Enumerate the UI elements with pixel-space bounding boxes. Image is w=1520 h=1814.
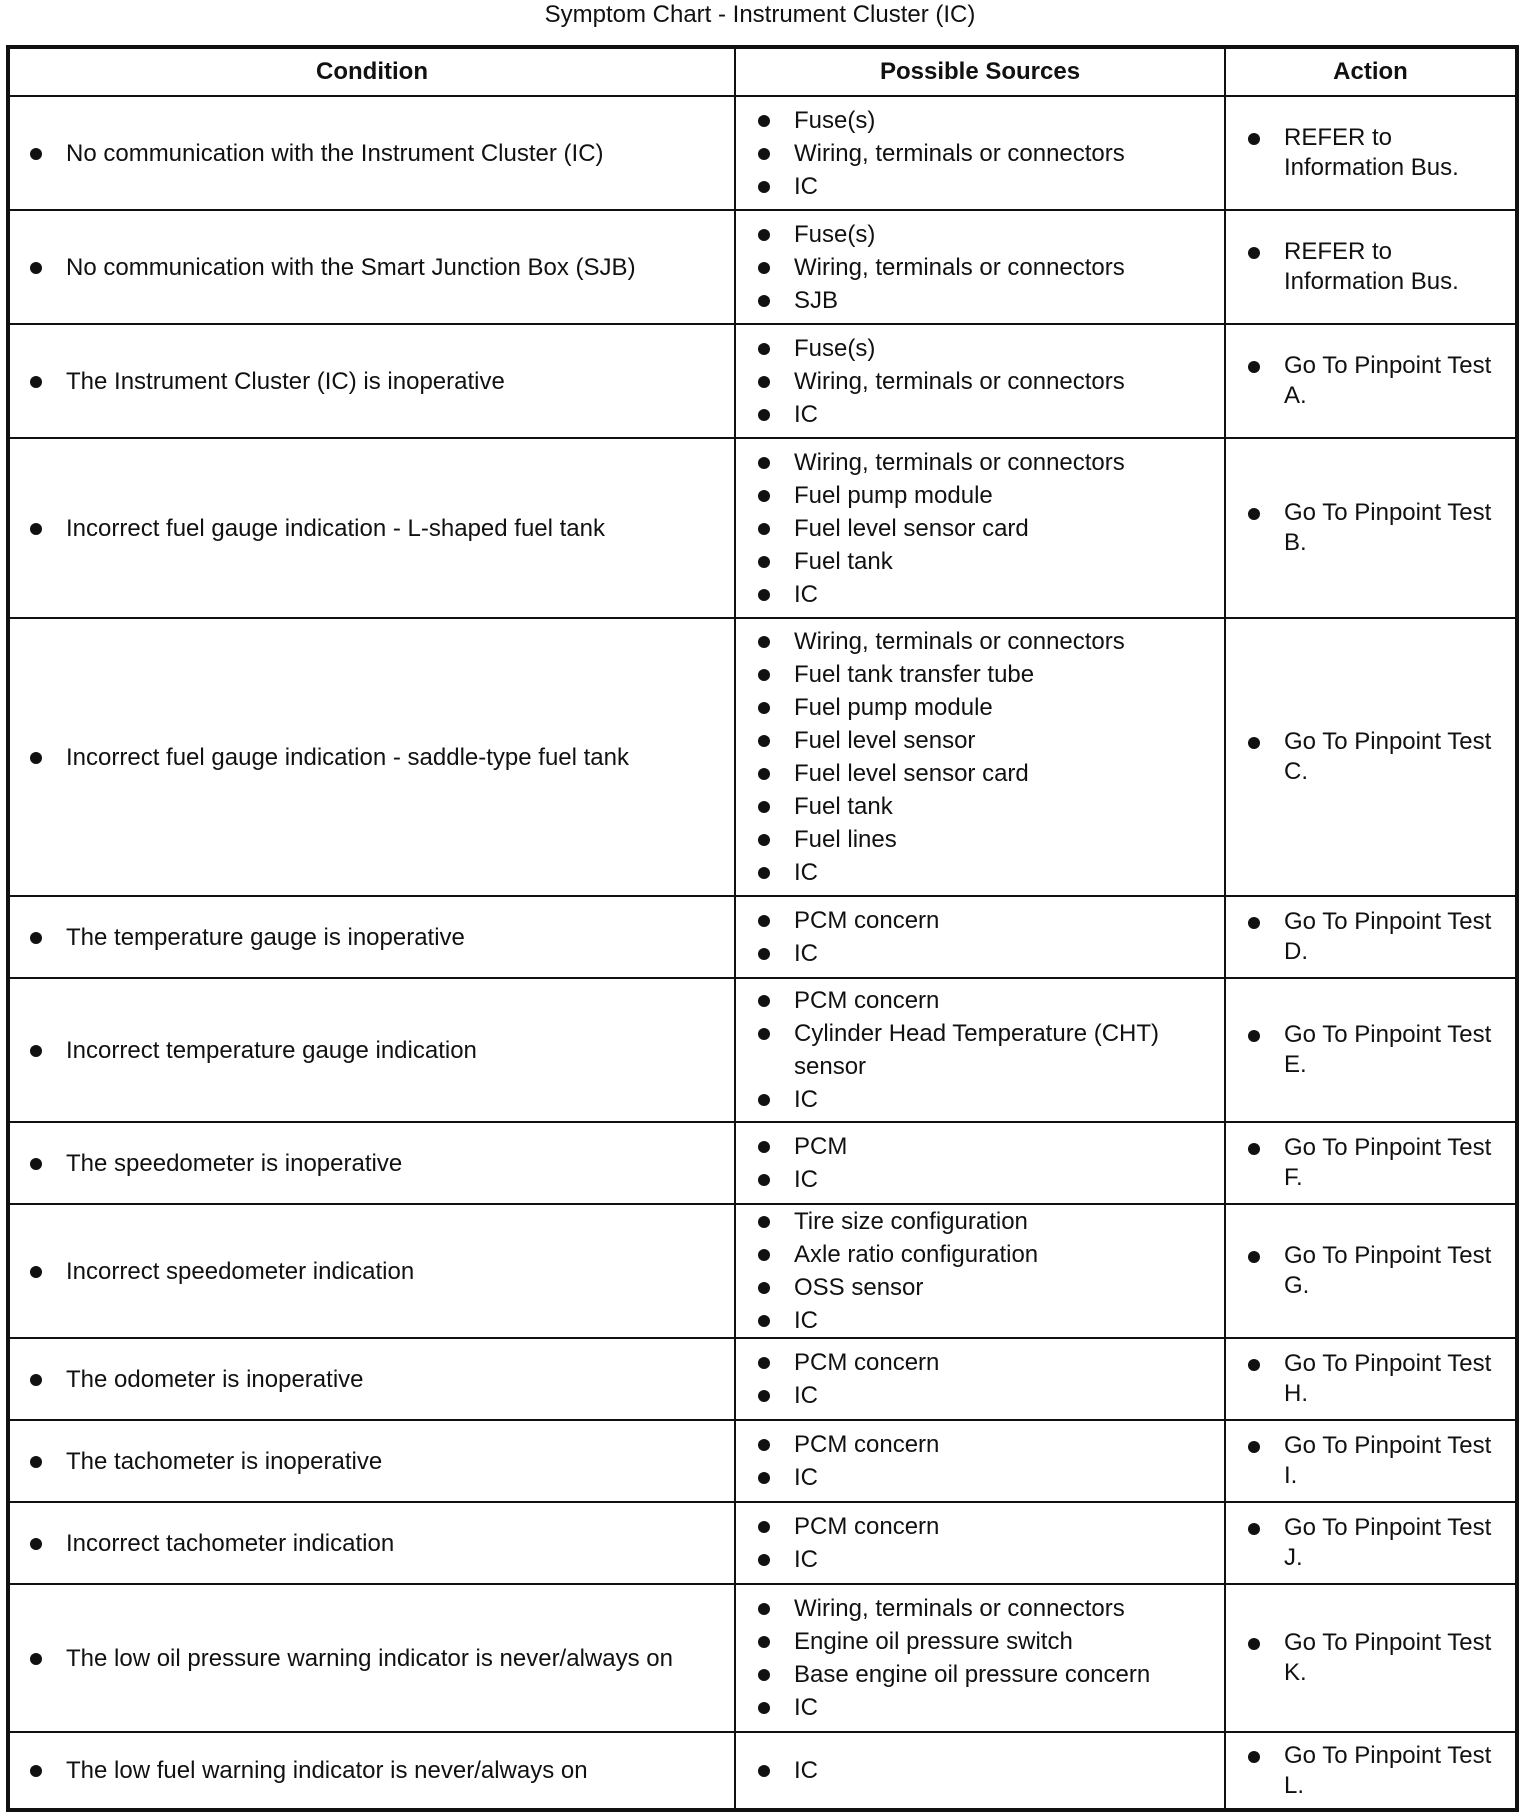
- list-item-text: Cylinder Head Temperature (CHT) sensor: [794, 1020, 1160, 1080]
- list-item-text: Fuel tank: [794, 793, 893, 820]
- list-item: [758, 1205, 1224, 1238]
- list-item-text: IC: [794, 1757, 818, 1784]
- list-item: [758, 1379, 1224, 1412]
- list-item-text: Wiring, terminals or connectors: [794, 448, 1125, 476]
- bullet-icon: [30, 1158, 42, 1170]
- bullet-icon: [1248, 1359, 1260, 1371]
- list-item: [758, 284, 1224, 317]
- list-item: [758, 1017, 1224, 1083]
- bullet-icon: [758, 1636, 770, 1648]
- list-item-text: Go To Pinpoint Test C.: [1284, 728, 1492, 785]
- bullet-icon: [758, 1174, 770, 1186]
- action-cell: [1225, 1732, 1517, 1810]
- bullet-icon: [758, 1702, 770, 1714]
- list-item: [758, 104, 1224, 137]
- possible-sources-cell: [735, 1420, 1225, 1502]
- table-row: [8, 618, 1517, 896]
- list-item: [30, 137, 734, 170]
- list-item-text: PCM concern: [794, 907, 940, 934]
- list-item: [1248, 907, 1511, 967]
- table-row: [8, 896, 1517, 978]
- action-cell: [1225, 1420, 1517, 1502]
- possible-sources-cell: [735, 1204, 1225, 1338]
- bullet-icon: [758, 409, 770, 421]
- list-item-text: Incorrect temperature gauge indication: [66, 1036, 477, 1064]
- list-item: [1248, 1513, 1511, 1573]
- list-item: [758, 218, 1224, 251]
- list-item: [1248, 123, 1511, 183]
- bullet-icon: [1248, 737, 1260, 749]
- bullet-icon: [758, 148, 770, 160]
- list-item-text: Wiring, terminals or connectors: [794, 1595, 1125, 1622]
- possible-sources-cell: [735, 210, 1225, 324]
- list-item-text: Go To Pinpoint Test F.: [1284, 1134, 1492, 1191]
- list-item: [30, 1642, 734, 1675]
- list-item: [758, 545, 1224, 578]
- possible-sources-cell: [735, 896, 1225, 978]
- list-item: [1248, 727, 1511, 787]
- bullet-icon: [30, 1653, 42, 1665]
- list-item-text: Go To Pinpoint Test B.: [1284, 499, 1492, 556]
- list-item: [1248, 1741, 1511, 1801]
- list-item-text: PCM: [794, 1133, 848, 1160]
- list-item-text: IC: [794, 400, 818, 428]
- action-cell: [1225, 324, 1517, 438]
- list-item: [758, 398, 1224, 431]
- condition-cell: [8, 96, 735, 210]
- list-item-text: Engine oil pressure switch: [794, 1628, 1073, 1655]
- list-item: [30, 1363, 734, 1396]
- list-item: [1248, 498, 1511, 558]
- bullet-icon: [758, 556, 770, 568]
- page-title: Symptom Chart - Instrument Cluster (IC): [544, 1, 976, 28]
- list-item-text: Wiring, terminals or connectors: [794, 367, 1125, 395]
- action-cell: [1225, 1122, 1517, 1204]
- list-item: [758, 625, 1224, 658]
- bullet-icon: [758, 867, 770, 879]
- table-row: [8, 324, 1517, 438]
- bullet-icon: [30, 1456, 42, 1468]
- list-item-text: Base engine oil pressure concern: [794, 1661, 1151, 1688]
- bullet-icon: [758, 1472, 770, 1484]
- bullet-icon: [30, 752, 42, 764]
- list-item-text: Go To Pinpoint Test J.: [1284, 1514, 1492, 1571]
- possible-sources-cell: [735, 324, 1225, 438]
- bullet-icon: [758, 343, 770, 355]
- list-item-text: Fuel level sensor card: [794, 514, 1029, 542]
- condition-cell: [8, 618, 735, 896]
- table-row: [8, 1122, 1517, 1204]
- list-item-text: The low fuel warning indicator is never/always on: [66, 1757, 588, 1784]
- condition-cell: [8, 978, 735, 1122]
- list-item: [30, 1147, 734, 1180]
- possible-sources-cell: [735, 618, 1225, 896]
- list-item: [30, 1445, 734, 1478]
- list-item-text: IC: [794, 1307, 818, 1334]
- list-item-text: Go To Pinpoint Test E.: [1284, 1021, 1492, 1078]
- bullet-icon: [758, 490, 770, 502]
- list-item-text: Go To Pinpoint Test K.: [1284, 1629, 1492, 1686]
- bullet-icon: [758, 1669, 770, 1681]
- list-item-text: The odometer is inoperative: [66, 1365, 364, 1393]
- list-item-text: Go To Pinpoint Test H.: [1284, 1350, 1492, 1407]
- list-item-text: REFER to Information Bus.: [1284, 124, 1459, 181]
- list-item-text: Fuse(s): [794, 334, 876, 362]
- action-cell: [1225, 96, 1517, 210]
- list-item: [758, 1271, 1224, 1304]
- bullet-icon: [758, 948, 770, 960]
- list-item: [758, 1691, 1224, 1724]
- list-item: [758, 1625, 1224, 1658]
- list-item: [758, 251, 1224, 284]
- table-row: [8, 1584, 1517, 1732]
- list-item-text: PCM concern: [794, 1431, 940, 1458]
- list-item-text: Go To Pinpoint Test L.: [1284, 1741, 1492, 1799]
- list-item-text: Incorrect fuel gauge indication - L-shaped fuel tank: [66, 514, 606, 542]
- possible-sources-cell: [735, 1584, 1225, 1732]
- list-item-text: Incorrect tachometer indication: [66, 1529, 395, 1557]
- list-item: [758, 137, 1224, 170]
- list-item: [758, 1543, 1224, 1576]
- list-item-text: IC: [794, 1546, 818, 1573]
- list-item-text: Incorrect fuel gauge indication - saddle-type fuel tank: [66, 743, 630, 771]
- bullet-icon: [758, 669, 770, 681]
- list-item: [1248, 1133, 1511, 1193]
- list-item-text: The speedometer is inoperative: [66, 1149, 403, 1177]
- action-cell: [1225, 1502, 1517, 1584]
- condition-cell: [8, 324, 735, 438]
- possible-sources-cell: [735, 438, 1225, 618]
- list-item: [758, 1238, 1224, 1271]
- list-item: [758, 1163, 1224, 1196]
- bullet-icon: [758, 457, 770, 469]
- list-item-text: Wiring, terminals or connectors: [794, 253, 1125, 281]
- bullet-icon: [758, 735, 770, 747]
- bullet-icon: [1248, 1523, 1260, 1535]
- action-cell: [1225, 210, 1517, 324]
- list-item-text: Fuel lines: [794, 826, 897, 853]
- list-item-text: No communication with the Instrument Cluster (IC): [66, 139, 604, 167]
- list-item: [758, 757, 1224, 790]
- list-item: [758, 823, 1224, 856]
- list-item: [1248, 237, 1511, 297]
- list-item: [758, 170, 1224, 203]
- bullet-icon: [758, 229, 770, 241]
- list-item-text: OSS sensor: [794, 1274, 924, 1301]
- list-item: [758, 578, 1224, 611]
- list-item-text: PCM concern: [794, 987, 940, 1014]
- list-item: [1248, 1628, 1511, 1688]
- list-item-text: Axle ratio configuration: [794, 1241, 1039, 1268]
- list-item-text: Go To Pinpoint Test A.: [1284, 352, 1492, 409]
- bullet-icon: [758, 1390, 770, 1402]
- list-item-text: Fuel tank: [794, 547, 893, 575]
- bullet-icon: [1248, 1143, 1260, 1155]
- list-item: [1248, 351, 1511, 411]
- list-item: [758, 1592, 1224, 1625]
- table-row: [8, 978, 1517, 1122]
- bullet-icon: [1248, 1751, 1260, 1763]
- bullet-icon: [30, 262, 42, 274]
- list-item: [758, 790, 1224, 823]
- list-item: [1248, 1431, 1511, 1491]
- bullet-icon: [758, 1603, 770, 1615]
- table-body: [8, 96, 1517, 1810]
- action-cell: [1225, 438, 1517, 618]
- list-item: [758, 1346, 1224, 1379]
- list-item-text: Tire size configuration: [794, 1208, 1028, 1235]
- list-item-text: PCM concern: [794, 1513, 940, 1540]
- possible-sources-cell: [735, 978, 1225, 1122]
- bullet-icon: [758, 636, 770, 648]
- action-cell: [1225, 1338, 1517, 1420]
- list-item: [758, 1754, 1224, 1787]
- list-item: [30, 921, 734, 954]
- list-item-text: IC: [794, 1382, 818, 1409]
- list-item-text: The temperature gauge is inoperative: [66, 923, 465, 951]
- list-item: [758, 332, 1224, 365]
- possible-sources-cell: [735, 1338, 1225, 1420]
- bullet-icon: [758, 376, 770, 388]
- list-item: [30, 251, 734, 284]
- condition-cell: [8, 1584, 735, 1732]
- list-item-text: Go To Pinpoint Test G.: [1284, 1242, 1492, 1299]
- list-item: [758, 446, 1224, 479]
- bullet-icon: [758, 115, 770, 127]
- table-header-row: [8, 47, 1517, 96]
- table-row: [8, 1420, 1517, 1502]
- table-row: [8, 1204, 1517, 1338]
- list-item: [758, 479, 1224, 512]
- bullet-icon: [758, 1439, 770, 1451]
- bullet-icon: [758, 834, 770, 846]
- list-item: [30, 1255, 734, 1288]
- list-item-text: The tachometer is inoperative: [66, 1447, 383, 1475]
- list-item: [30, 365, 734, 398]
- action-cell: [1225, 978, 1517, 1122]
- bullet-icon: [1248, 508, 1260, 520]
- bullet-icon: [30, 1266, 42, 1278]
- list-item: [1248, 1349, 1511, 1409]
- list-item: [758, 1130, 1224, 1163]
- bullet-icon: [1248, 1638, 1260, 1650]
- bullet-icon: [1248, 1251, 1260, 1263]
- list-item: [1248, 1020, 1511, 1080]
- list-item: [758, 856, 1224, 889]
- list-item: [758, 1510, 1224, 1543]
- list-item: [758, 365, 1224, 398]
- list-item-text: IC: [794, 172, 818, 200]
- condition-cell: [8, 1122, 735, 1204]
- bullet-icon: [758, 1216, 770, 1228]
- list-item-text: Fuse(s): [794, 220, 876, 248]
- list-item: [758, 1304, 1224, 1337]
- list-item-text: REFER to Information Bus.: [1284, 238, 1459, 295]
- action-cell: [1225, 1204, 1517, 1338]
- bullet-icon: [1248, 247, 1260, 259]
- bullet-icon: [1248, 361, 1260, 373]
- list-item: [30, 1754, 734, 1787]
- list-item: [758, 1083, 1224, 1116]
- bullet-icon: [758, 262, 770, 274]
- list-item: [758, 512, 1224, 545]
- bullet-icon: [1248, 1030, 1260, 1042]
- bullet-icon: [30, 523, 42, 535]
- list-item: [758, 937, 1224, 970]
- table-row: [8, 1338, 1517, 1420]
- condition-cell: [8, 1420, 735, 1502]
- list-item: [758, 724, 1224, 757]
- possible-sources-cell: [735, 1732, 1225, 1810]
- list-item: [758, 691, 1224, 724]
- list-item-text: The low oil pressure warning indicator is never/always on: [66, 1644, 673, 1672]
- bullet-icon: [1248, 1441, 1260, 1453]
- possible-sources-header: Possible Sources: [735, 47, 1225, 96]
- list-item-text: Fuel pump module: [794, 481, 993, 509]
- list-item-text: Fuse(s): [794, 106, 876, 134]
- condition-cell: [8, 1338, 735, 1420]
- bullet-icon: [758, 1521, 770, 1533]
- bullet-icon: [758, 768, 770, 780]
- bullet-icon: [30, 376, 42, 388]
- list-item: [758, 984, 1224, 1017]
- bullet-icon: [30, 1538, 42, 1550]
- action-cell: [1225, 896, 1517, 978]
- bullet-icon: [758, 915, 770, 927]
- condition-header: Condition: [8, 47, 735, 96]
- list-item-text: IC: [794, 1464, 818, 1491]
- table-row: [8, 1732, 1517, 1810]
- bullet-icon: [758, 1554, 770, 1566]
- table-row: [8, 1502, 1517, 1584]
- bullet-icon: [758, 295, 770, 307]
- list-item: [30, 741, 734, 774]
- list-item-text: No communication with the Smart Junction Box (SJB): [66, 253, 636, 281]
- list-item-text: Go To Pinpoint Test I.: [1284, 1432, 1492, 1489]
- action-cell: [1225, 618, 1517, 896]
- bullet-icon: [758, 1315, 770, 1327]
- list-item: [30, 1034, 734, 1067]
- bullet-icon: [1248, 133, 1260, 145]
- list-item: [30, 1527, 734, 1560]
- table-row: [8, 210, 1517, 324]
- action-cell: [1225, 1584, 1517, 1732]
- possible-sources-cell: [735, 96, 1225, 210]
- possible-sources-cell: [735, 1122, 1225, 1204]
- list-item-text: Wiring, terminals or connectors: [794, 139, 1125, 167]
- list-item-text: SJB: [794, 286, 839, 314]
- list-item-text: Fuel level sensor: [794, 727, 976, 754]
- list-item-text: The Instrument Cluster (IC) is inoperative: [66, 367, 505, 395]
- bullet-icon: [30, 932, 42, 944]
- bullet-icon: [758, 1357, 770, 1369]
- list-item: [758, 904, 1224, 937]
- condition-cell: [8, 1502, 735, 1584]
- table-row: [8, 438, 1517, 618]
- condition-cell: [8, 1732, 735, 1810]
- list-item: [758, 1658, 1224, 1691]
- bullet-icon: [30, 1765, 42, 1777]
- possible-sources-cell: [735, 1502, 1225, 1584]
- list-item-text: Fuel level sensor card: [794, 760, 1029, 787]
- bullet-icon: [758, 1765, 770, 1777]
- list-item-text: Fuel tank transfer tube: [794, 661, 1035, 688]
- list-item: [1248, 1241, 1511, 1301]
- bullet-icon: [758, 589, 770, 601]
- action-header: Action: [1225, 47, 1517, 96]
- list-item: [30, 512, 734, 545]
- bullet-icon: [758, 1028, 770, 1040]
- list-item: [758, 1428, 1224, 1461]
- bullet-icon: [30, 148, 42, 160]
- bullet-icon: [30, 1374, 42, 1386]
- bullet-icon: [758, 801, 770, 813]
- bullet-icon: [1248, 917, 1260, 929]
- condition-cell: [8, 438, 735, 618]
- table-row: [8, 96, 1517, 210]
- condition-cell: [8, 896, 735, 978]
- list-item-text: PCM concern: [794, 1349, 940, 1376]
- bullet-icon: [758, 523, 770, 535]
- list-item-text: IC: [794, 1086, 818, 1113]
- bullet-icon: [758, 702, 770, 714]
- list-item-text: Fuel pump module: [794, 694, 993, 721]
- bullet-icon: [758, 1249, 770, 1261]
- list-item-text: Wiring, terminals or connectors: [794, 628, 1125, 655]
- list-item-text: IC: [794, 1166, 818, 1193]
- bullet-icon: [758, 1094, 770, 1106]
- condition-cell: [8, 210, 735, 324]
- list-item-text: IC: [794, 859, 818, 886]
- bullet-icon: [758, 181, 770, 193]
- bullet-icon: [758, 995, 770, 1007]
- list-item-text: Go To Pinpoint Test D.: [1284, 908, 1492, 965]
- list-item: [758, 1461, 1224, 1494]
- condition-cell: [8, 1204, 735, 1338]
- bullet-icon: [30, 1045, 42, 1057]
- list-item-text: IC: [794, 1694, 818, 1721]
- bullet-icon: [758, 1141, 770, 1153]
- bullet-icon: [758, 1282, 770, 1294]
- list-item-text: Incorrect speedometer indication: [66, 1257, 415, 1285]
- symptom-chart-table: [6, 45, 1519, 1812]
- list-item-text: IC: [794, 940, 818, 967]
- list-item-text: IC: [794, 580, 818, 608]
- list-item: [758, 658, 1224, 691]
